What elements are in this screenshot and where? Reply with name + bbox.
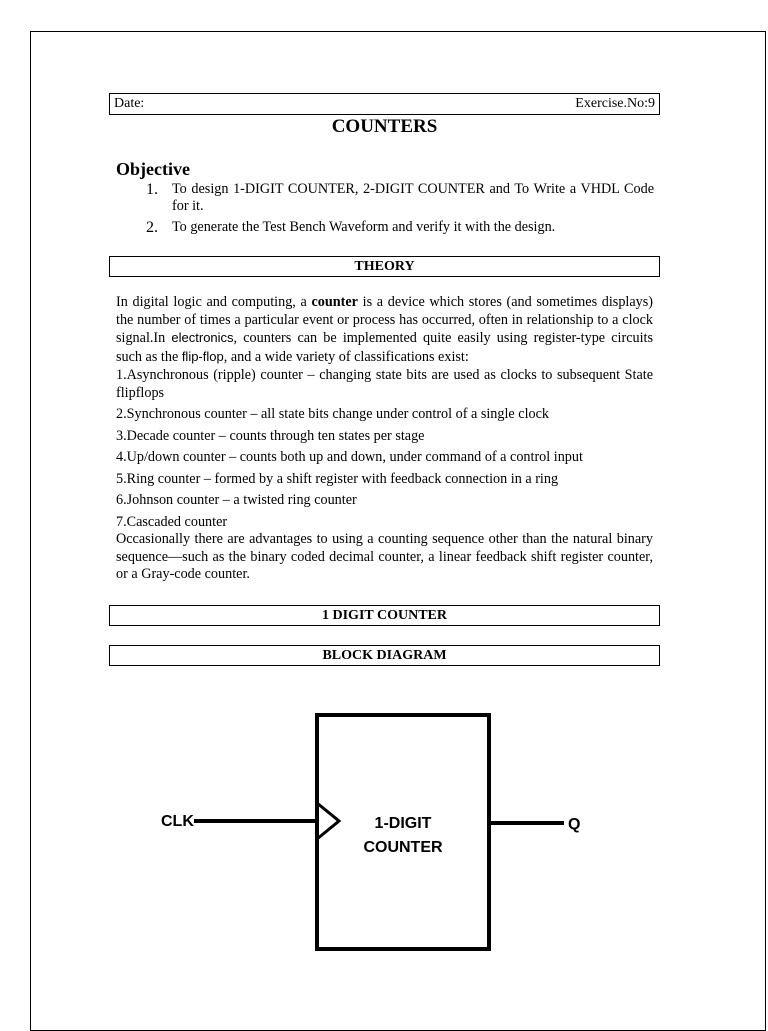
counter-type-item: 4.Up/down counter – counts both up and down, under command of a control input — [116, 449, 583, 465]
counter-type-item: 5.Ring counter – formed by a shift register with feedback connection in a ring — [116, 470, 559, 487]
block-diagram — [150, 682, 620, 962]
intro-link-flipflop: flip-flop — [181, 348, 224, 364]
objective-number: 1. — [146, 181, 158, 198]
objective-text: To generate the Test Bench Waveform and verify it with the design. — [172, 219, 556, 235]
counter-block — [317, 715, 489, 949]
intro-text: In digital logic and computing, a — [116, 294, 312, 310]
objective-number: 2. — [146, 219, 158, 236]
clk-label: CLK — [161, 813, 194, 830]
objective-heading: Objective — [116, 159, 190, 179]
header-box — [109, 93, 660, 115]
counter-type-item: 6.Johnson counter – a twisted ring counter — [116, 492, 357, 508]
counter-type-item: 2.Synchronous counter – all state bits change under control of a single clock — [116, 406, 549, 422]
one-digit-counter-heading: 1 DIGIT COUNTER — [109, 605, 660, 626]
block-label-line1: 1-DIGIT — [374, 815, 432, 832]
theory-body — [116, 294, 653, 584]
intro-text: , counters can be implemented quite easily using register-type circuits such as the — [116, 330, 653, 365]
counter-type-item: 7.Cascaded counter — [116, 513, 228, 530]
q-label: Q — [568, 816, 581, 833]
objective-item — [146, 219, 654, 236]
block-label-line2: COUNTER — [363, 839, 443, 856]
objective-list — [146, 181, 654, 240]
intro-link-electronics: electronics — [171, 330, 234, 345]
intro-text: , and a wide variety of classifications exist: — [223, 348, 469, 365]
theory-heading: THEORY — [109, 256, 660, 277]
date-label: Date: — [114, 96, 145, 111]
objective-text: To design 1-DIGIT COUNTER, 2-DIGIT COUNTER and To Write a VHDL Code for it. — [172, 181, 654, 214]
clock-input-triangle — [317, 803, 339, 839]
intro-term-counter: counter — [311, 294, 358, 310]
theory-intro — [116, 294, 653, 366]
objective-item — [146, 181, 654, 215]
counter-type-item: 1.Asynchronous (ripple) counter – changing state bits are used as clocks to subsequent State flipflops — [116, 367, 653, 401]
counter-type-item: 3.Decade counter – counts through ten states per stage — [116, 427, 425, 444]
intro-text: is a device which stores (and sometimes displays) the number of times a particular event or process has occurred, often in relationship to a clock signal.In — [116, 294, 653, 346]
exercise-number: Exercise.No:9 — [575, 96, 655, 111]
block-diagram-heading: BLOCK DIAGRAM — [109, 645, 660, 666]
page-title: COUNTERS — [331, 116, 438, 137]
theory-closing: Occasionally there are advantages to using a counting sequence other than the natural binary sequence—such as the binary coded decimal counter, a linear feedback shift register counter, or a Gray-code counter. — [116, 531, 653, 582]
